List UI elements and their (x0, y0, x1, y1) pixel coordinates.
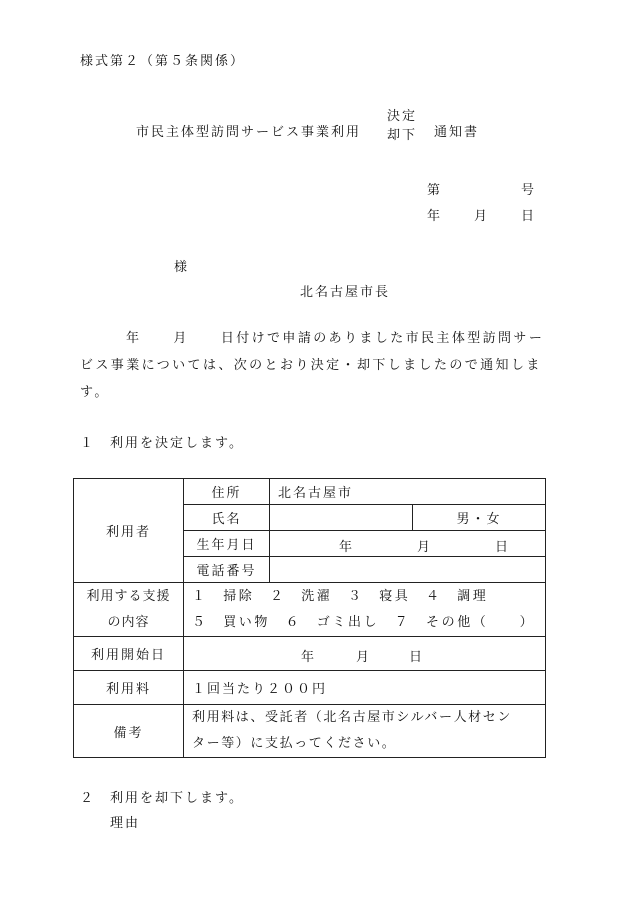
issue-day: 日 (521, 209, 537, 224)
remarks-line2: ター等）に支払ってください。 (192, 736, 397, 751)
birth-label: 生年月日 (184, 531, 270, 557)
form-number: 様式第２（第５条関係） (80, 54, 246, 69)
title-suffix: 通知書 (434, 125, 480, 140)
support-line1: １ 掃除 ２ 洗濯 ３ 寝具 ４ 調理 (192, 588, 489, 604)
section-1-heading: １ 利用を決定します。 (80, 436, 244, 451)
fee-value: １回当たり２００円 (184, 671, 546, 705)
remarks-value (184, 705, 546, 758)
start-label: 利用開始日 (74, 637, 184, 671)
start-date-value (184, 637, 546, 671)
support-label-line1: 利用する支援 (86, 588, 171, 604)
remarks-line1: 利用料は、受託者（北名古屋市シルバー人材セン (192, 710, 512, 725)
phone-value (270, 557, 546, 583)
user-header: 利用者 (74, 479, 184, 583)
addressee-suffix: 様 (174, 260, 190, 275)
name-label: 氏名 (184, 505, 270, 531)
issuer: 北名古屋市長 (300, 285, 391, 300)
doc-number-prefix: 第 (427, 183, 443, 198)
support-label-line2: の内容 (107, 614, 150, 630)
birth-year: 年 (339, 540, 355, 555)
section-2-heading: ２ 利用を却下します。 (80, 791, 244, 806)
start-day: 日 (409, 650, 425, 665)
start-month: 月 (356, 650, 372, 665)
birth-day: 日 (495, 540, 511, 555)
body-month: 月 (173, 331, 189, 346)
title-main: 市民主体型訪問サービス事業利用 (136, 125, 362, 140)
reason-label: 理由 (110, 816, 141, 831)
birth-month: 月 (417, 540, 433, 555)
title-option-decision: 決定 (387, 109, 418, 124)
address-value: 北名古屋市 (270, 479, 546, 505)
start-year: 年 (301, 650, 317, 665)
gender-value: 男・女 (413, 505, 546, 531)
issue-year: 年 (427, 209, 443, 224)
fee-label: 利用料 (74, 671, 184, 705)
body-year: 年 (126, 331, 142, 346)
title-option-rejection: 却下 (387, 128, 418, 143)
support-content (184, 583, 546, 637)
doc-number-suffix: 号 (521, 183, 537, 198)
body-text: 日付けで申請のありました市民主体型訪問サービス事業については、次のとおり決定・却下しましたので通知します。 (80, 331, 545, 400)
usage-table (73, 478, 546, 758)
support-label (74, 583, 184, 637)
address-label: 住所 (184, 479, 270, 505)
phone-label: 電話番号 (184, 557, 270, 583)
issue-month: 月 (474, 209, 490, 224)
remarks-label: 備考 (74, 705, 184, 758)
support-line2: ５ 買い物 ６ ゴミ出し ７ その他（ ） (192, 614, 536, 630)
name-value (270, 505, 413, 531)
notice-paragraph (80, 325, 550, 406)
birth-date-value (270, 531, 546, 557)
